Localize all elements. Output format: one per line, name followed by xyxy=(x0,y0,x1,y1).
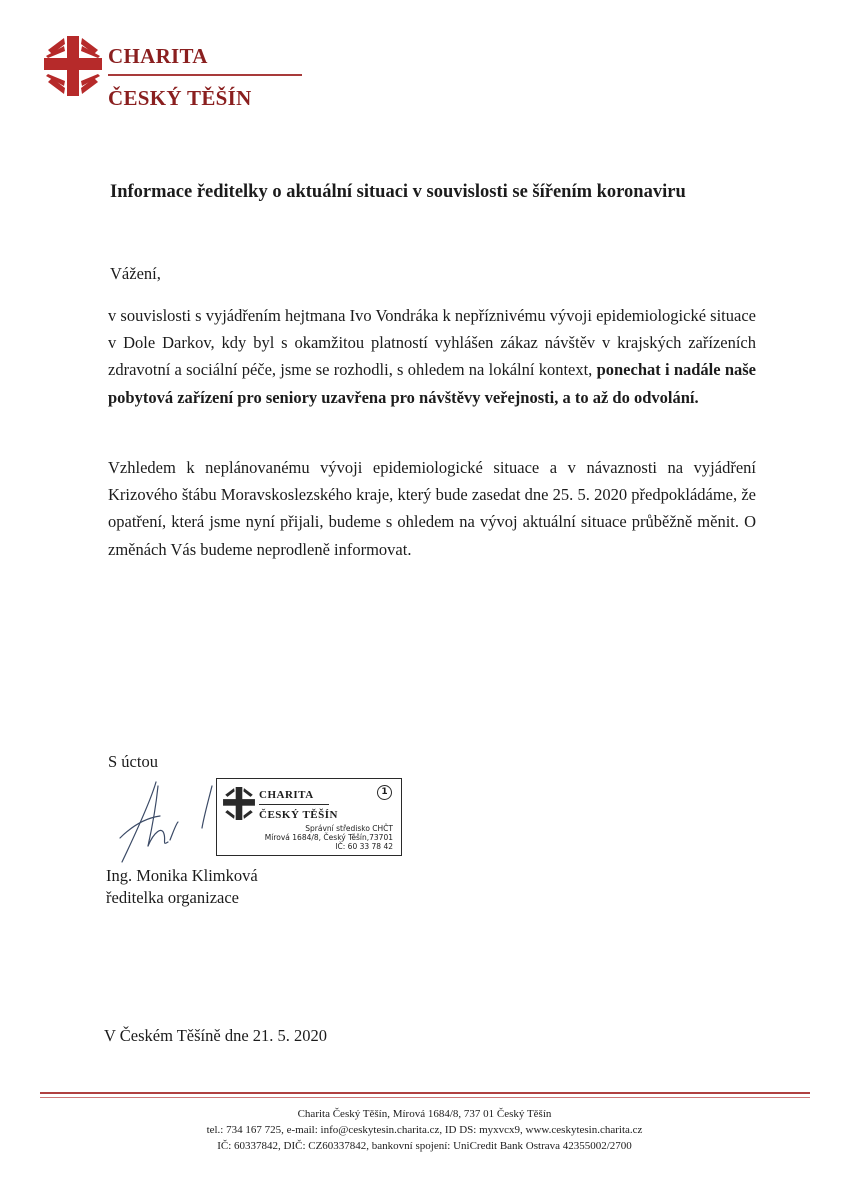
handwritten-signature xyxy=(112,776,222,866)
logo-divider xyxy=(108,74,302,76)
closing: S úctou xyxy=(108,752,158,771)
logo-text-charita: CHARITA xyxy=(108,44,208,68)
signer-role: ředitelka organizace xyxy=(106,888,239,907)
stamp-text-charita: CHARITA xyxy=(259,789,314,801)
footer-address: Charita Český Těšín, Mírová 1684/8, 737 01 Český Těšín xyxy=(297,1108,552,1120)
charita-cross-icon xyxy=(44,36,102,96)
stamp-text-city: ČESKÝ TĚŠÍN xyxy=(259,809,338,821)
footer-divider xyxy=(40,1092,810,1094)
logo-text-city: ČESKÝ TĚŠÍN xyxy=(108,86,252,110)
stamp-number: 1 xyxy=(377,785,392,800)
footer-divider-thin xyxy=(40,1097,810,1098)
stamp-detail-3: IČ: 60 33 78 42 xyxy=(335,842,393,851)
paragraph-2: Vzhledem k neplánovanému vývoji epidemiologické situace a v návaznosti na vyjádření Krizového štábu Moravskoslezského kraje, který bude zasedat dne 25. 5. 2020 předpokládáme, že opatření, která jsme nyní přijali, budeme s ohledem na vývoj aktuální situace průběžně měnit. O změnách Vás budeme neprodleně informovat. xyxy=(108,458,756,559)
stamp-divider xyxy=(259,804,329,805)
footer-bank-info: IČ: 60337842, DIČ: CZ60337842, bankovní spojení: UniCredit Bank Ostrava 42355002/2700 xyxy=(217,1140,632,1152)
stamp-detail-1: Správní středisko CHČT xyxy=(305,824,393,833)
paragraph-1 xyxy=(108,302,756,411)
organization-stamp xyxy=(216,778,402,856)
place-date: V Českém Těšíně dne 21. 5. 2020 xyxy=(104,1026,328,1045)
letter-title: Informace ředitelky o aktuální situaci v souvislosti se šířením koronaviru xyxy=(110,182,686,202)
paragraph-1-text: v souvislosti s vyjádřením hejtmana Ivo Vondráka k nepříznivému vývoji epidemiologické situace v Dole Darkov, kdy byl s okamžitou platností vyhlášen zákaz návštěv v krajských zařízeních zdravotní a sociální péče, jsme se rozhodli, s ohledem na lokální kontext, xyxy=(108,306,756,380)
stamp-cross-icon xyxy=(223,787,255,820)
footer-contacts: tel.: 734 167 725, e-mail: info@ceskytesin.charita.cz, ID DS: myxvcx9, www.ceskytesin.charita.cz xyxy=(206,1124,643,1136)
signer-name: Ing. Monika Klimková xyxy=(106,866,258,885)
paragraph-1-bold-text: ponechat i nadále naše pobytová zařízení pro seniory uzavřena pro návštěvy veřejnosti, a to až do odvolání. xyxy=(108,360,756,407)
stamp-detail-2: Mírová 1684/8, Český Těšín,73701 xyxy=(264,833,393,842)
salutation: Vážení, xyxy=(110,264,161,283)
charita-logo xyxy=(44,36,304,120)
